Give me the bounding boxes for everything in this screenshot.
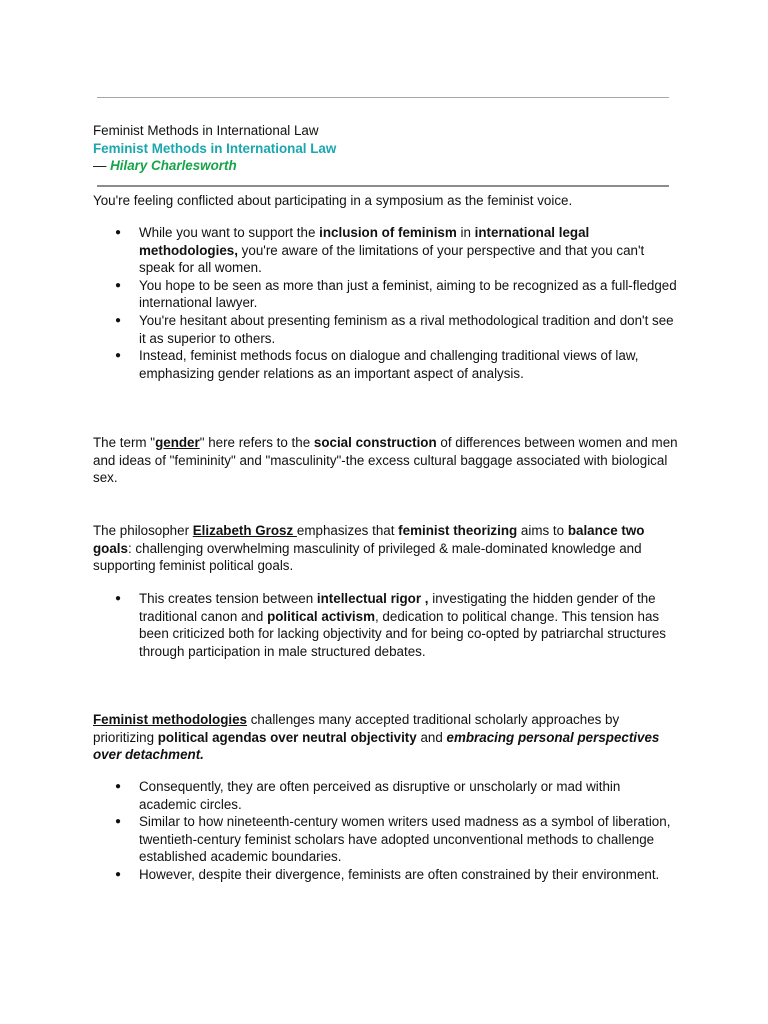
author-name: Hilary Charlesworth <box>110 158 237 174</box>
bold-term: feminist theorizing <box>398 523 518 538</box>
bullet-list-1 <box>93 224 678 382</box>
text-run: emphasizes that <box>296 523 399 538</box>
document-title: Feminist Methods in International Law <box>93 123 319 138</box>
text-run: you're aware of the limitations of your perspective and that you can't speak for all women. <box>139 242 645 276</box>
header-rule <box>97 185 669 187</box>
list-item: ● Instead, feminist methods focus on dialogue and challenging traditional views of law, emphasizing gender relations as an important aspect of analysis. <box>93 347 678 382</box>
list-item <box>93 590 678 660</box>
bold-term: balance two goals <box>93 523 645 556</box>
text-run: and <box>416 729 447 745</box>
bold-italic-term: embracing personal perspectives over detachment. <box>93 729 660 763</box>
bold-term: international legal methodologies, <box>139 225 590 258</box>
list-item: ● You're hesitant about presenting feminism as a rival methodological tradition and don't see it as superior to others. <box>93 312 678 347</box>
text-run: While you want to support the <box>139 225 320 240</box>
text-run: challenges many accepted traditional scholarly approaches by prioritizing <box>93 712 620 745</box>
bold-term: intellectual rigor , <box>316 591 429 606</box>
document-subtitle: Feminist Methods in International Law <box>93 140 337 156</box>
bold-term: inclusion of feminism <box>319 225 457 240</box>
intro-paragraph: You're feeling conflicted about participating in a symposium as the feminist voice. <box>93 193 573 208</box>
text-run: The term " <box>93 435 156 450</box>
grosz-paragraph <box>93 522 678 575</box>
text-run: " here refers to the <box>199 435 314 450</box>
bullet-list-2 <box>93 590 678 660</box>
list-item: ● Similar to how nineteenth-century women writers used madness as a symbol of liberation, twentieth-century feminist scholars have adopted unconventional methods to challenge established academic boundaries. <box>93 813 678 866</box>
text-run: , dedication to political change. This tension has been criticized both for lacking objectivity and for being co-opted by patriarchal structures through participation in male structured debates. <box>139 608 666 659</box>
author-line <box>93 157 678 175</box>
text-run: The philosopher <box>93 523 193 538</box>
methodologies-paragraph <box>93 711 678 764</box>
text-run: This creates tension between <box>139 591 317 606</box>
underlined-term: gender <box>155 435 200 450</box>
text-run: : challenging overwhelming masculinity of privileged & male-dominated knowledge and supporting feminist political goals. <box>93 540 642 574</box>
underlined-term: Feminist methodologies <box>93 712 248 727</box>
list-item <box>93 224 678 277</box>
document-header <box>93 122 678 175</box>
text-run: investigating the hidden gender of the traditional canon and <box>139 591 656 624</box>
bold-term: social construction <box>313 435 437 450</box>
text-run: aims to <box>517 523 568 538</box>
list-item: ● Consequently, they are often perceived as disruptive or unscholarly or mad within academic circles. <box>93 778 678 813</box>
gender-paragraph <box>93 434 678 487</box>
list-item: ● However, despite their divergence, feminists are often constrained by their environment. <box>93 866 678 884</box>
text-run: of differences between women and men and ideas of "femininity" and "masculinity"-the excess cultural baggage associated with biological sex. <box>93 435 678 486</box>
bullet-list-3 <box>93 778 678 884</box>
list-item: ● You hope to be seen as more than just a feminist, aiming to be recognized as a full-fledged international lawyer. <box>93 277 678 312</box>
text-run: in <box>456 225 475 240</box>
top-rule <box>97 97 669 98</box>
bold-term: political activism <box>267 608 375 624</box>
bold-term: political agendas over neutral objectivity <box>157 729 417 745</box>
underlined-term: Elizabeth Grosz <box>192 523 297 538</box>
author-dash: — <box>93 158 111 174</box>
